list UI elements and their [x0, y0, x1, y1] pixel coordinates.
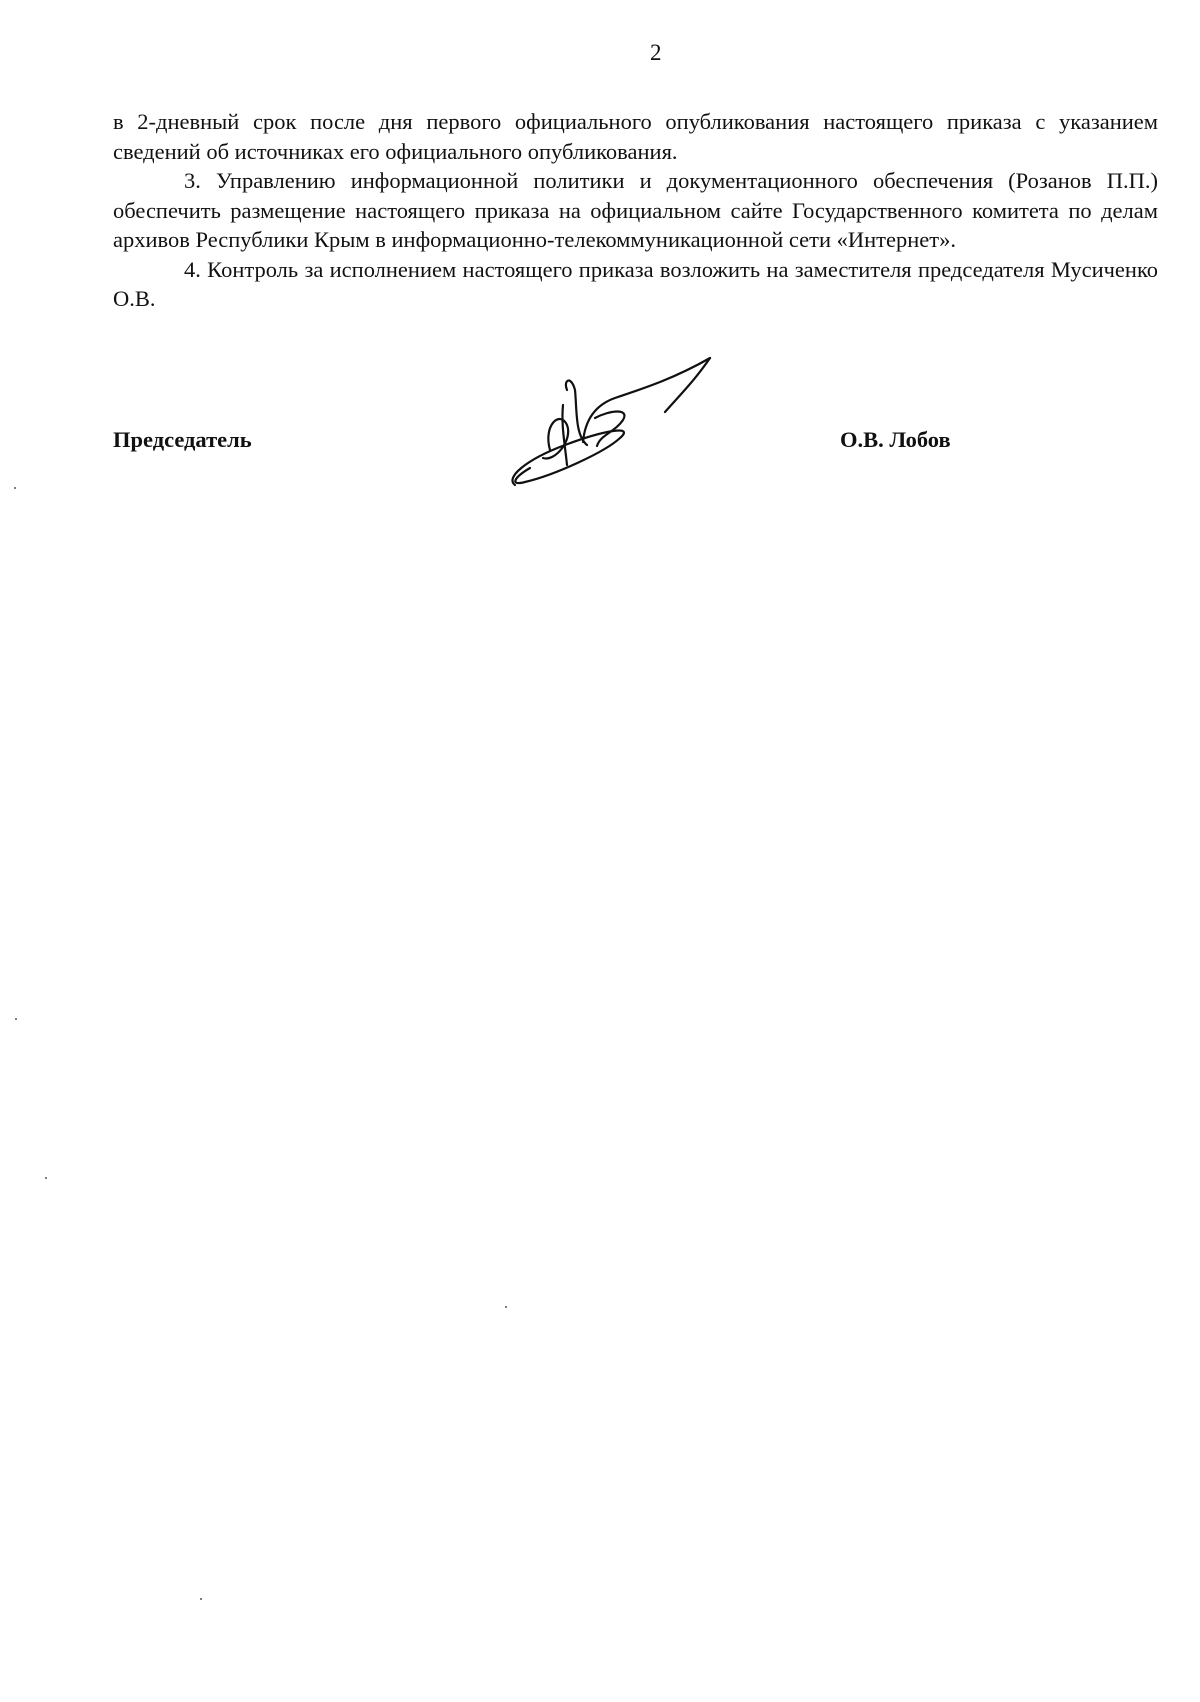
paragraph-1: в 2-дневный срок после дня первого официального опубликования настоящего приказа с указанием сведений об источниках его официального опубликования. — [113, 109, 1158, 164]
document-body — [113, 107, 1158, 314]
signatory-title: Председатель — [113, 427, 252, 452]
paragraph-2: 3. Управлению информационной политики и документационного обеспечения (Розанов П.П.) обеспечить размещение настоящего приказа на официальном сайте Государственного комитета по делам архивов Республики Крым в информационно-телекоммуникационной сети «Интернет». — [113, 168, 1158, 252]
signatory-name: О.В. Лобов — [840, 427, 951, 452]
page-number: 2 — [650, 40, 662, 65]
handwritten-signature — [505, 350, 745, 495]
paragraph-3: 4. Контроль за исполнением настоящего приказа возложить на заместителя председателя Мусиченко О.В. — [113, 256, 1158, 311]
